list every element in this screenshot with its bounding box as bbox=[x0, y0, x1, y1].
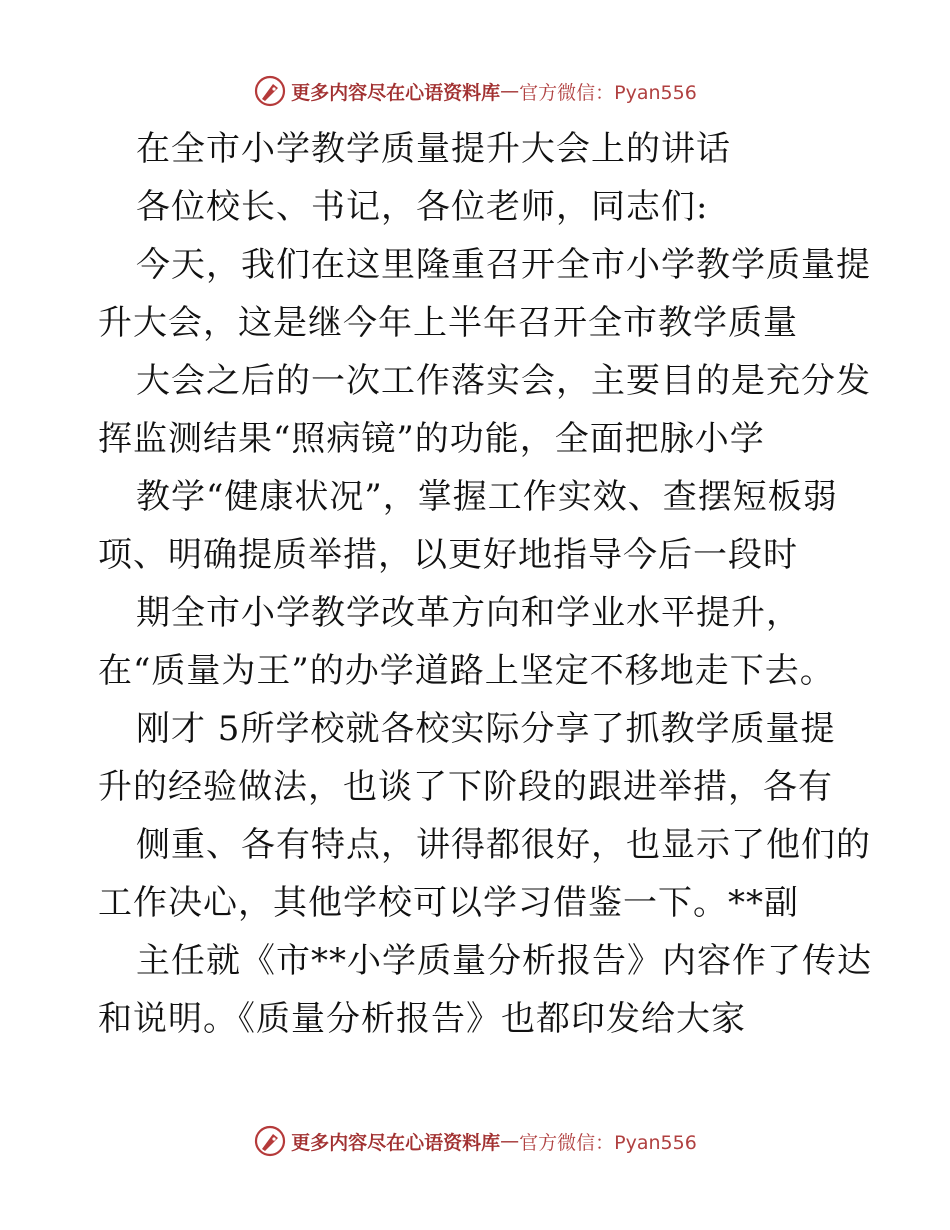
watermark-brand: 更多内容尽在心语资料库 bbox=[291, 81, 501, 104]
body-line: 大会之后的一次工作落实会，主要目的是充分发 bbox=[136, 361, 871, 401]
watermark-brand: 更多内容尽在心语资料库 bbox=[291, 1131, 501, 1154]
watermark-separator: — bbox=[500, 80, 520, 102]
salutation: 各位校长、书记，各位老师，同志们: bbox=[136, 187, 709, 227]
body-line: 主任就《市**小学质量分析报告》内容作了传达 bbox=[136, 941, 872, 981]
pen-nib-circle-icon bbox=[253, 74, 287, 108]
body-line: 今天，我们在这里隆重召开全市小学教学质量提 bbox=[136, 245, 871, 285]
body-line: 教学“健康状况”，掌握工作实效、查摆短板弱 bbox=[136, 477, 838, 517]
body-line: 工作决心，其他学校可以学习借鉴一下。**副 bbox=[98, 883, 799, 923]
header-watermark bbox=[0, 71, 950, 111]
body-line: 升的经验做法，也谈了下阶段的跟进举措，各有 bbox=[98, 767, 833, 807]
body-line: 和说明。《质量分析报告》也都印发给大家 bbox=[98, 999, 746, 1039]
watermark-contact: 官方微信：Pyan556 bbox=[519, 81, 697, 104]
document-title: 在全市小学教学质量提升大会上的讲话 bbox=[136, 129, 731, 169]
body-line: 挥监测结果“照病镜”的功能，全面把脉小学 bbox=[98, 419, 765, 459]
body-line: 在“质量为王”的办学道路上坚定不移地走下去。 bbox=[98, 651, 835, 691]
watermark-contact: 官方微信：Pyan556 bbox=[519, 1131, 697, 1154]
body-line: 期全市小学教学改革方向和学业水平提升， bbox=[136, 593, 801, 633]
pen-nib-circle-icon bbox=[253, 1124, 287, 1158]
body-line: 刚才 5所学校就各校实际分享了抓教学质量提 bbox=[136, 709, 836, 749]
body-line: 项、明确提质举措，以更好地指导今后一段时 bbox=[98, 535, 798, 575]
body-line: 升大会，这是继今年上半年召开全市教学质量 bbox=[98, 303, 798, 343]
footer-watermark bbox=[0, 1121, 950, 1161]
watermark-separator: — bbox=[500, 1130, 520, 1152]
body-line: 侧重、各有特点，讲得都很好，也显示了他们的 bbox=[136, 825, 871, 865]
